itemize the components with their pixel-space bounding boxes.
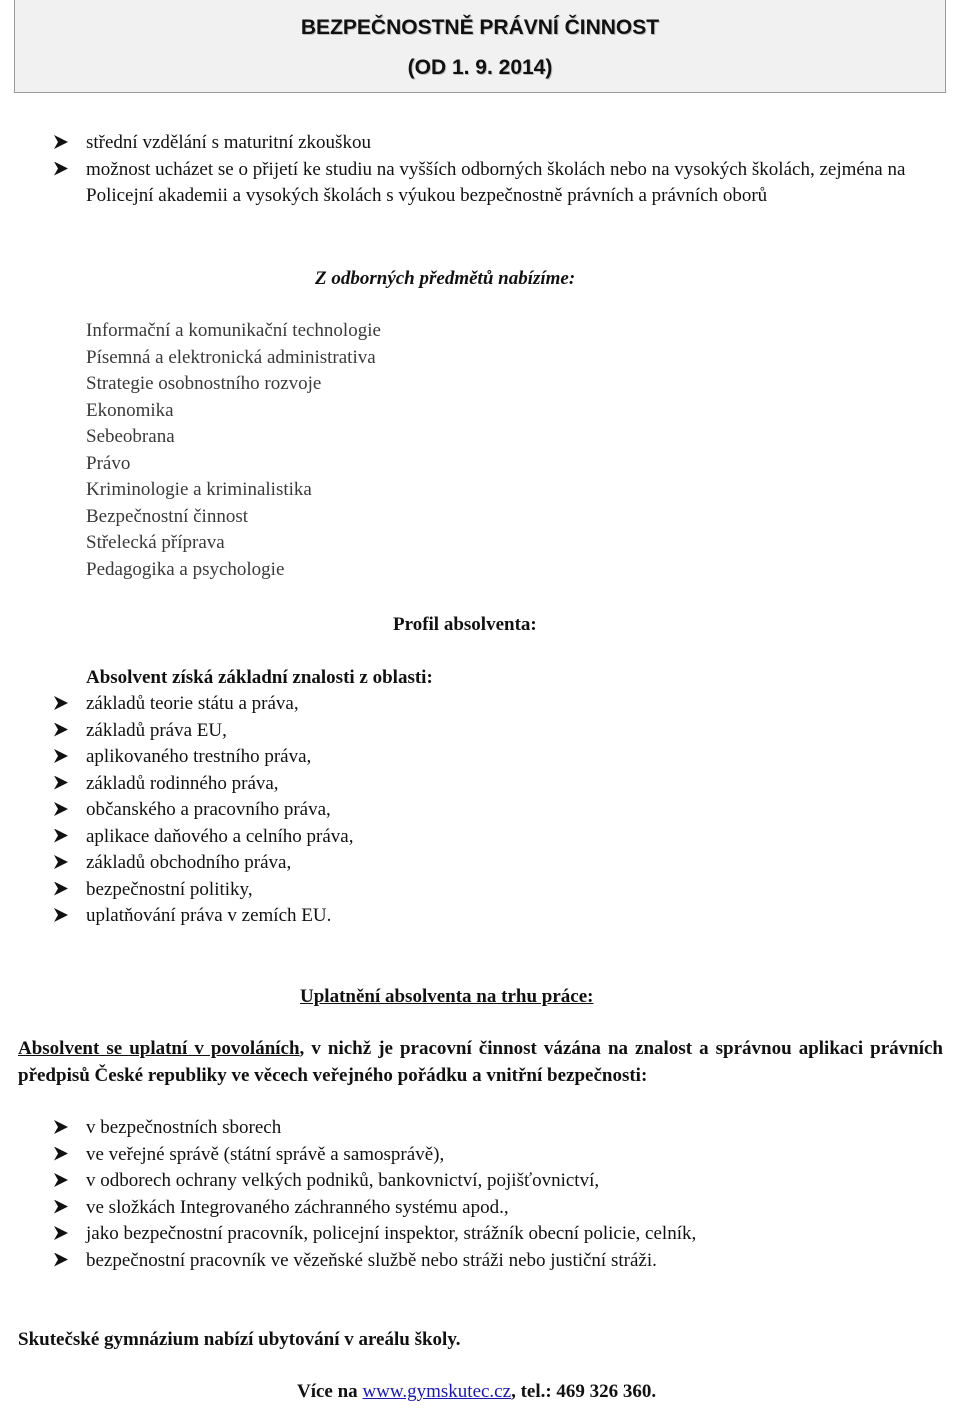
- list-item: možnost ucházet se o přijetí ke studiu na vyšších odborných školách nebo na vysokých školách, zejména na Policejní akademii a vysokých školách s výukou bezpečnostně právních a právních oborů: [52, 157, 942, 210]
- title-banner: [14, 0, 946, 93]
- profile-heading: Profil absolventa:: [393, 614, 537, 635]
- list-item: ve veřejné správě (státní správě a samosprávě),: [52, 1142, 942, 1169]
- list-item: základů teorie státu a práva,: [52, 691, 932, 718]
- intro-section: [52, 130, 942, 210]
- list-item: Kriminologie a kriminalistika: [86, 479, 312, 500]
- list-item: Právo: [86, 452, 131, 474]
- list-item: střední vzdělání s maturitní zkouškou: [52, 130, 942, 157]
- list-item: Písemná a elektronická administrativa: [86, 346, 376, 368]
- list-item: Střelecká příprava: [86, 532, 225, 553]
- list-item: Bezpečnostní činnost: [86, 505, 248, 527]
- list-item: základů obchodního práva,: [52, 850, 932, 877]
- contact-prefix: Více na: [297, 1381, 363, 1402]
- list-item: aplikovaného trestního práva,: [52, 744, 932, 771]
- contact-phone: , tel.: 469 326 360.: [511, 1381, 657, 1402]
- list-item: občanského a pracovního práva,: [52, 797, 932, 824]
- subjects-heading: Z odborných předmětů nabízíme:: [315, 268, 576, 289]
- profile-lead: Absolvent získá základní znalosti z oblasti:: [86, 667, 433, 688]
- intro-list: [52, 130, 942, 210]
- list-item: uplatňování práva v zemích EU.: [52, 903, 932, 930]
- list-item: v odborech ochrany velkých podniků, bankovnictví, pojišťovnictví,: [52, 1168, 942, 1195]
- career-section: [52, 1115, 942, 1274]
- career-list: [52, 1115, 942, 1274]
- list-item: aplikace daňového a celního práva,: [52, 824, 932, 851]
- career-lead: [18, 1036, 943, 1089]
- subjects-list: [86, 318, 686, 583]
- list-item: Informační a komunikační technologie: [86, 320, 381, 341]
- list-item: Pedagogika a psychologie: [86, 558, 285, 580]
- list-item: Strategie osobnostního rozvoje: [86, 373, 322, 394]
- career-lead-rest: , v nichž je pracovní činnost vázána na znalost a správnou aplikaci právních předpisů České republiky ve věcech veřejného pořádku a vnitřní bezpečnosti:: [18, 1038, 943, 1086]
- list-item: ve složkách Integrovaného záchranného systému apod.,: [52, 1195, 942, 1222]
- title-line-1: BEZPEČNOSTNĚ PRÁVNÍ ČINNOST: [300, 16, 660, 39]
- title-line-2: (OD 1. 9. 2014): [407, 56, 553, 79]
- accommodation-note: Skutečské gymnázium nabízí ubytování v areálu školy.: [18, 1329, 461, 1350]
- contact-line: [297, 1379, 656, 1406]
- profile-list: [52, 691, 932, 930]
- list-item: Sebeobrana: [86, 426, 175, 447]
- list-item: jako bezpečnostní pracovník, policejní inspektor, strážník obecní policie, celník,: [52, 1221, 942, 1248]
- career-lead-underlined: Absolvent se uplatní v povoláních: [18, 1038, 300, 1059]
- list-item: bezpečnostní pracovník ve vězeňské službě nebo stráži nebo justiční stráži.: [52, 1248, 942, 1275]
- career-heading: Uplatnění absolventa na trhu práce:: [300, 986, 594, 1007]
- list-item: bezpečnostní politiky,: [52, 877, 932, 904]
- profile-section: [52, 691, 932, 930]
- list-item: v bezpečnostních sborech: [52, 1115, 942, 1142]
- list-item: Ekonomika: [86, 399, 174, 421]
- list-item: základů práva EU,: [52, 718, 932, 745]
- list-item: základů rodinného práva,: [52, 771, 932, 798]
- website-link[interactable]: www.gymskutec.cz: [362, 1381, 512, 1402]
